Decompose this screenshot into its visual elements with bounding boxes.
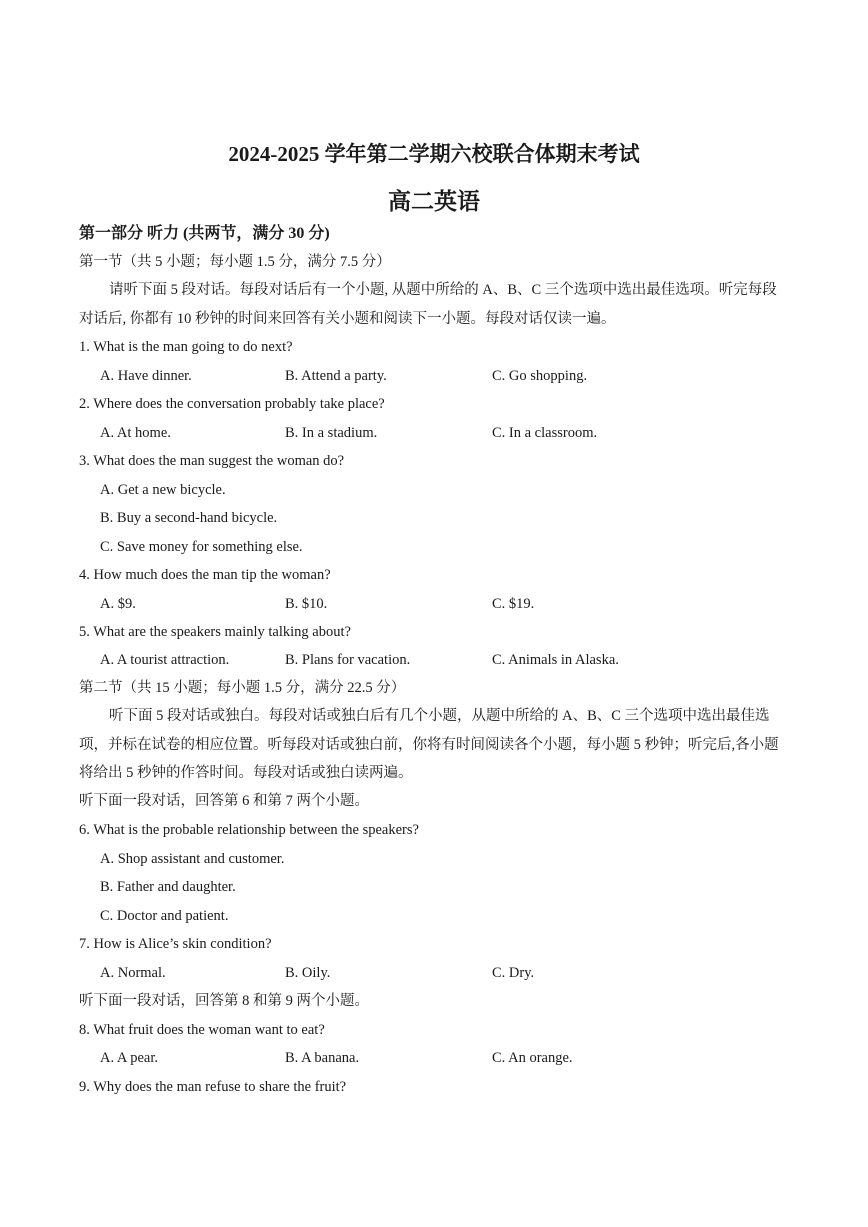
option-c: C. In a classroom. — [492, 425, 598, 441]
question-stem: 7. How is Alice’s skin condition? — [79, 936, 272, 952]
option-c: C. Animals in Alaska. — [492, 652, 619, 668]
exam-title: 2024-2025 学年第二学期六校联合体期末考试 — [228, 142, 640, 166]
option-c: C. An orange. — [492, 1050, 573, 1066]
question-stem: 8. What fruit does the woman want to eat? — [79, 1022, 325, 1038]
option-a: A. At home. — [100, 425, 171, 441]
dialog-instruction: 听下面一段对话，回答第 8 和第 9 两个小题。 — [79, 993, 369, 1009]
option-a: A. Get a new bicycle. — [100, 482, 226, 498]
option-a: A. A tourist attraction. — [100, 652, 230, 668]
section1-instructions-text: 请听下面 5 段对话。每段对话后有一个小题, 从题中所给的 A、B、C 三个选项中选出最佳选项。听完每段对话后, 你都有 10 秒钟的时间来回答有关小题和阅读下一小题。每段对话仅读一遍。 — [79, 282, 777, 327]
option-b: B. Oily. — [285, 965, 331, 981]
option-b: B. Father and daughter. — [100, 879, 236, 895]
section1-heading: 第一节（共 5 小题；每小题 1.5 分，满分 7.5 分） — [79, 254, 391, 270]
option-a: A. Shop assistant and customer. — [100, 851, 285, 867]
option-a: A. A pear. — [100, 1050, 158, 1066]
question-stem: 4. How much does the man tip the woman? — [79, 567, 331, 583]
option-c: C. Dry. — [492, 965, 535, 981]
option-b: B. In a stadium. — [285, 425, 378, 441]
option-c: C. Go shopping. — [492, 368, 588, 384]
question-stem: 5. What are the speakers mainly talking about? — [79, 624, 351, 640]
question-stem: 3. What does the man suggest the woman do? — [79, 453, 345, 469]
dialog-instruction: 听下面一段对话，回答第 6 和第 7 两个小题。 — [79, 793, 369, 809]
option-b: B. Buy a second-hand bicycle. — [100, 510, 278, 526]
part1-heading: 第一部分 听力 (共两节，满分 30 分) — [79, 225, 330, 242]
option-c: C. Save money for something else. — [100, 539, 303, 555]
section2-instructions-text: 听下面 5 段对话或独白。每段对话或独白后有几个小题，从题中所给的 A、B、C 三个选项中选出最佳选项，并标在试卷的相应位置。听每段对话或独白前，你将有时间阅读各个小题，每小题 5 秒钟；听完后,各小题将给出 5 秒钟的作答时间。每段对话或独白读两遍。 — [79, 708, 779, 781]
option-c: C. $19. — [492, 596, 535, 612]
section1-instructions — [79, 276, 791, 333]
section2-heading: 第二节（共 15 小题；每小题 1.5 分，满分 22.5 分） — [79, 680, 406, 696]
option-b: B. A banana. — [285, 1050, 360, 1066]
question-stem: 2. Where does the conversation probably take place? — [79, 396, 385, 412]
option-a: A. Normal. — [100, 965, 166, 981]
option-b: B. Attend a party. — [285, 368, 387, 384]
question-stem: 1. What is the man going to do next? — [79, 339, 293, 355]
section2-instructions — [79, 702, 791, 788]
option-c: C. Doctor and patient. — [100, 908, 229, 924]
option-a: A. Have dinner. — [100, 368, 192, 384]
option-a: A. $9. — [100, 596, 136, 612]
question-stem: 9. Why does the man refuse to share the fruit? — [79, 1079, 347, 1095]
option-b: B. Plans for vacation. — [285, 652, 411, 668]
option-b: B. $10. — [285, 596, 328, 612]
question-stem: 6. What is the probable relationship between the speakers? — [79, 822, 419, 838]
exam-subject: 高二英语 — [388, 189, 480, 214]
